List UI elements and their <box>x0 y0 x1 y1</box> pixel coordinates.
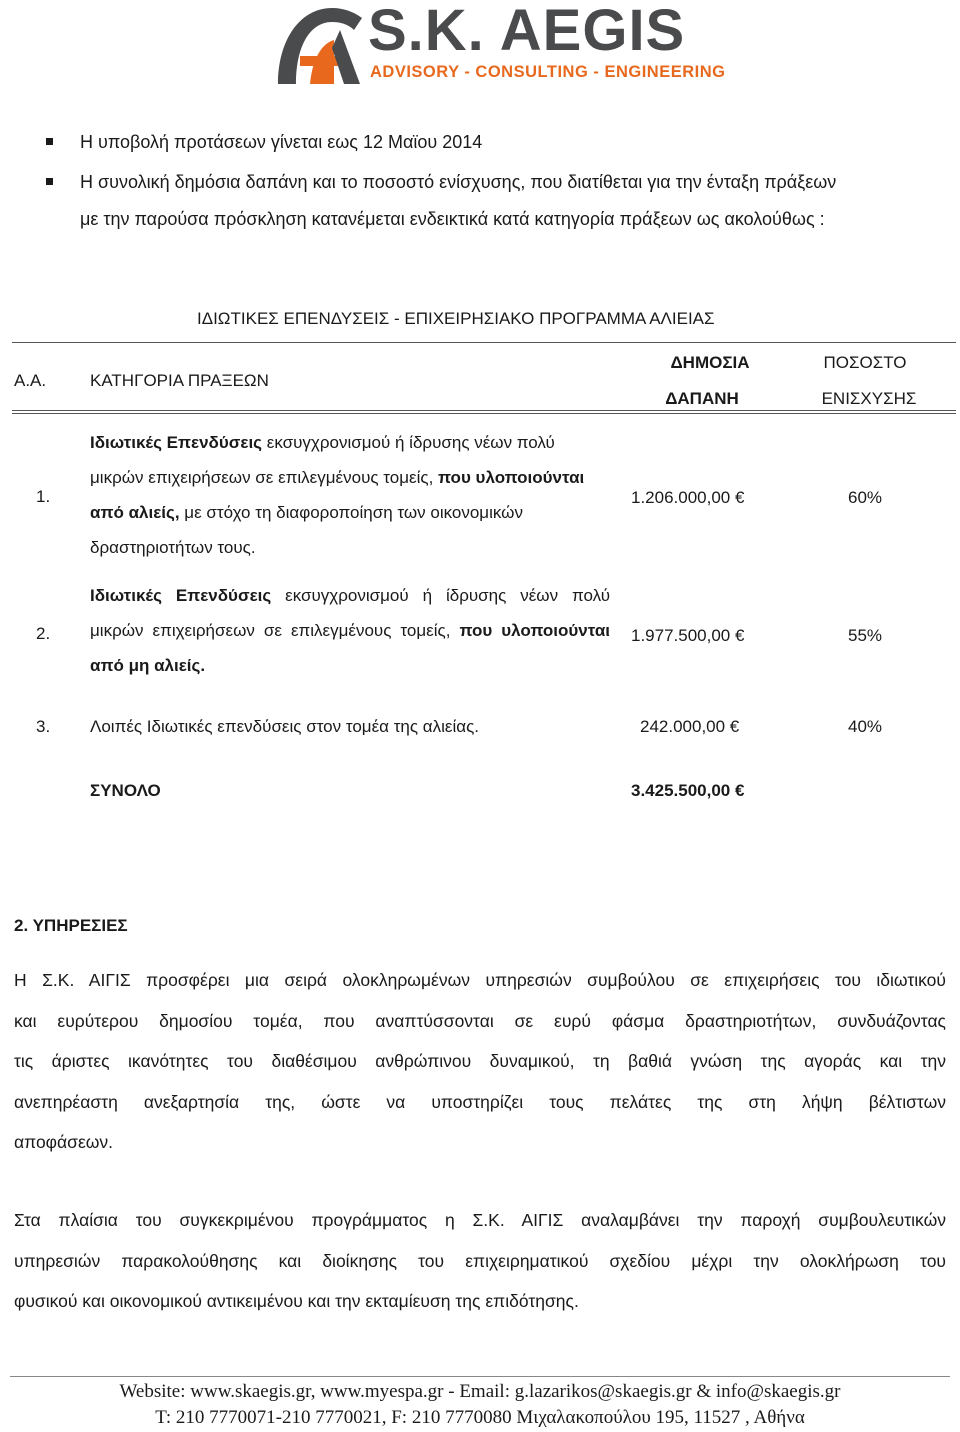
row-2-desc-text-a: εκσυγχρονισμού ή ίδρυσης νέων πολύ μικρών επιχειρήσεων σε επιλεγμένους τομείς, <box>90 586 610 640</box>
services-paragraph <box>14 960 946 1163</box>
row-1-desc-text-b: με στόχο τη διαφοροποίηση των οικονομικών δραστηριοτήτων τους. <box>90 503 523 557</box>
aegis-logo-mark-icon <box>270 0 366 86</box>
company-logo <box>270 0 726 86</box>
section-heading: 2. ΥΠΗΡΕΣΙΕΣ <box>14 916 128 935</box>
paragraph-line: και ευρύτερου δημοσίου τομέα, που αναπτύσσονται σε ευρύ φάσμα δραστηριοτήτων, συνδυάζοντας <box>14 1010 946 1031</box>
header-aa: Α.Α. <box>14 371 47 390</box>
header-aid-rate-1: ΠΟΣΟΣΤΟ <box>823 353 907 372</box>
program-paragraph <box>14 1200 946 1322</box>
footer-contact-web: Website: www.skaegis.gr, www.myespa.gr - Email: g.lazarikos@skaegis.gr & info@skaegis.gr <box>119 1381 841 1402</box>
header-category: ΚΑΤΗΓΟΡΙΑ ΠΡΑΞΕΩΝ <box>90 371 269 390</box>
header-bottom-rule-2 <box>12 413 956 414</box>
bullet-text: Η συνολική δημόσια δαπάνη και το ποσοστό ενίσχυσης, που διατίθεται για την ένταξη πράξεων <box>80 172 837 192</box>
footer-contact-phone: T: 210 7770071-210 7770021, F: 210 7770080 Μιχαλακοπούλου 195, 11527 , Αθήνα <box>155 1407 805 1428</box>
paragraph-line: Η Σ.Κ. ΑΙΓΙΣ προσφέρει μια σειρά ολοκληρωμένων υπηρεσιών συμβούλου σε επιχειρήσεις του ιδιωτικού <box>14 970 946 990</box>
header-aid-rate-2: ΕΝΙΣΧΥΣΗΣ <box>821 389 917 408</box>
logo-tagline: ADVISORY - CONSULTING - ENGINEERING <box>370 63 726 81</box>
row-3-description: Λοιπές Ιδιωτικές επενδύσεις στον τομέα της αλιείας. <box>90 717 479 736</box>
row-3-public-spend: 242.000,00 € <box>640 717 740 736</box>
row-3-aid-rate: 40% <box>848 717 883 736</box>
bullet-text-continued: με την παρούσα πρόσκληση κατανέμεται ενδεικτικά κατά κατηγορία πράξεων ως ακολούθως : <box>80 209 825 229</box>
row-1-public-spend: 1.206.000,00 € <box>631 488 745 507</box>
header-bottom-rule <box>12 410 956 411</box>
row-1-desc-bold-a: Ιδιωτικές Επενδύσεις <box>90 433 263 452</box>
row-1-desc-text-a: εκσυγχρονισμού ή ίδρυσης νέων πολύ μικρών επιχειρήσεων σε επιλεγμένους τομείς, <box>90 433 555 487</box>
table-top-rule <box>12 342 956 343</box>
row-1-description <box>90 425 610 565</box>
row-1-desc-bold-b: που υλοποιούνται από αλιείς, <box>90 468 585 522</box>
row-2-description <box>90 578 610 683</box>
paragraph-line: τις άριστες ικανότητες του διαθέσιμου ανθρώπινου δυναμικού, τη βαθιά γνώση της αγοράς και την <box>14 1051 946 1071</box>
logo-name: S.K. AEGIS <box>368 0 686 63</box>
header-public-spend-1: ΔΗΜΟΣΙΑ <box>670 353 750 372</box>
footer-rule <box>10 1376 950 1377</box>
paragraph-line: Στα πλαίσια του συγκεκριμένου προγράμματος η Σ.Κ. ΑΙΓΙΣ αναλαμβάνει την παροχή συμβουλευτικών <box>14 1210 946 1230</box>
row-2-desc-bold-a: Ιδιωτικές Επενδύσεις <box>90 586 272 605</box>
total-value: 3.425.500,00 € <box>631 781 745 800</box>
table-title: ΙΔΙΩΤΙΚΕΣ ΕΠΕΝΔΥΣΕΙΣ - ΕΠΙΧΕΙΡΗΣΙΑΚΟ ΠΡΟΓΡΑΜΜΑ ΑΛΙΕΙΑΣ <box>197 309 715 328</box>
row-2-desc-bold-b: που υλοποιούνται από μη αλιείς. <box>90 621 610 675</box>
row-2-aa: 2. <box>36 624 51 643</box>
bullet-text: Η υποβολή προτάσεων γίνεται εως 12 Μαϊου 2014 <box>80 132 483 152</box>
row-2-aid-rate: 55% <box>848 626 883 645</box>
paragraph-line: ανεπηρέαστη ανεξαρτησία της, ώστε να υποστηρίζει τους πελάτες της στη λήψη βέλτιστων <box>14 1091 946 1112</box>
paragraph-line: υπηρεσιών παρακολούθησης και διοίκησης του επιχειρηματικού σχεδίου μέχρι την ολοκλήρωση του <box>14 1250 946 1271</box>
row-1-aid-rate: 60% <box>848 488 883 507</box>
bullet-square-icon <box>46 138 53 145</box>
header-public-spend-2: ΔΑΠΑΝΗ <box>665 389 739 408</box>
paragraph-line: φυσικού και οικονομικού αντικειμένου και την εκταμίευση της επιδότησης. <box>14 1291 579 1311</box>
row-3-aa: 3. <box>36 717 51 736</box>
bullet-square-icon <box>46 178 53 185</box>
paragraph-line: αποφάσεων. <box>14 1132 114 1152</box>
total-label: ΣΥΝΟΛΟ <box>90 781 161 800</box>
row-2-public-spend: 1.977.500,00 € <box>631 626 745 645</box>
row-1-aa: 1. <box>36 487 51 506</box>
